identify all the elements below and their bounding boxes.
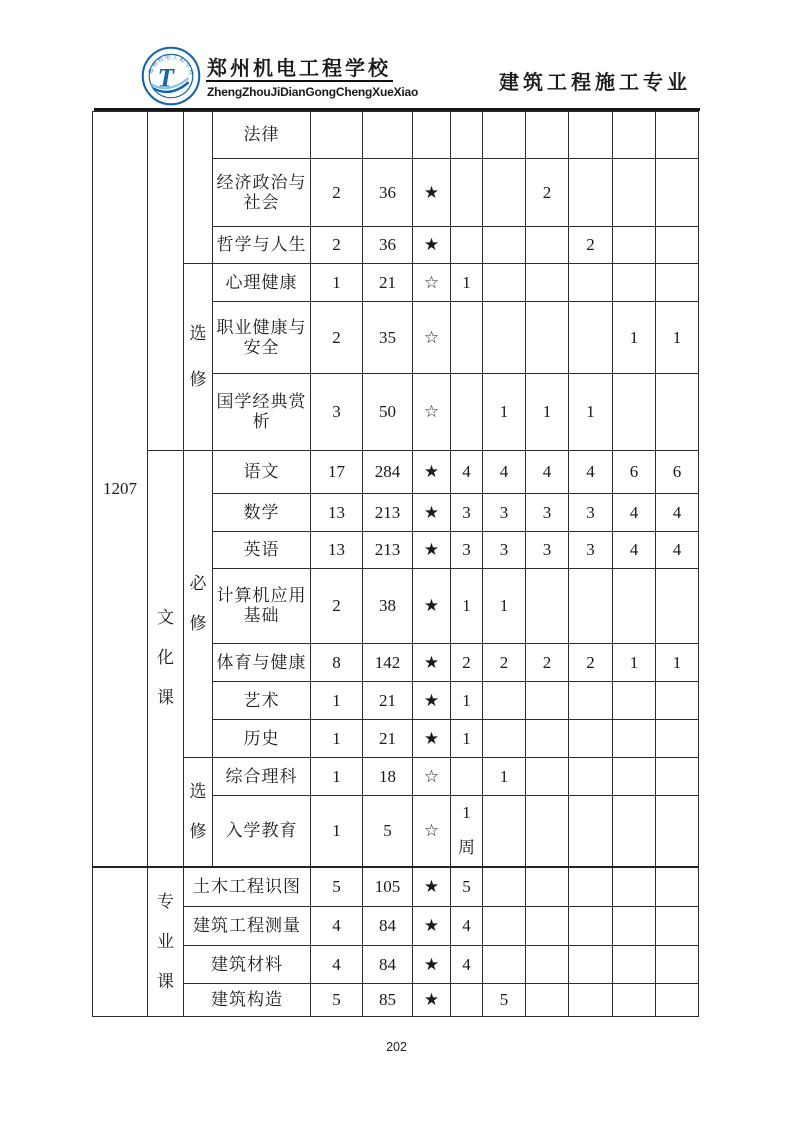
table-row xyxy=(93,758,699,796)
cell-sem1: 5 xyxy=(451,867,483,907)
cell-course-name: 建筑工程测量 xyxy=(184,907,311,946)
cell-sem5: 4 xyxy=(613,532,656,569)
cell-course-name: 数学 xyxy=(213,494,311,532)
cell-assessment: ★ xyxy=(413,532,451,569)
major-title: 建筑工程施工专业 xyxy=(499,72,691,94)
cell-hours: 18 xyxy=(363,758,413,796)
cell-credits: 13 xyxy=(311,532,363,569)
cell-sem5 xyxy=(613,112,656,159)
cell-sem5 xyxy=(613,720,656,758)
cell-sem1: 2 xyxy=(451,644,483,682)
cell-sem6 xyxy=(656,227,699,264)
cell-hours: 36 xyxy=(363,227,413,264)
cell-sem5 xyxy=(613,569,656,644)
cell-course-name: 国学经典赏析 xyxy=(213,374,311,451)
cell-course-name: 建筑构造 xyxy=(184,984,311,1017)
cell-sem1: 3 xyxy=(451,494,483,532)
cell-sem4: 2 xyxy=(569,227,613,264)
cell-sem1: 1 xyxy=(451,569,483,644)
cell-sem2 xyxy=(483,682,526,720)
cell-sem3: 3 xyxy=(526,494,569,532)
cell-sem3 xyxy=(526,907,569,946)
table-row xyxy=(93,907,699,946)
cell-assessment: ★ xyxy=(413,720,451,758)
cell-hours: 36 xyxy=(363,159,413,227)
cell-course-name: 历史 xyxy=(213,720,311,758)
cell-sem2: 1 xyxy=(483,374,526,451)
school-name-pinyin: ZhengZhouJiDianGongChengXueXiao xyxy=(207,85,419,99)
cell-course-name: 土木工程识图 xyxy=(184,867,311,907)
cell-assessment: ★ xyxy=(413,494,451,532)
cell-assessment: ★ xyxy=(413,644,451,682)
cell-hours: 213 xyxy=(363,494,413,532)
cell-sem2 xyxy=(483,907,526,946)
cell-sem4 xyxy=(569,796,613,867)
cell-sem5 xyxy=(613,227,656,264)
cell-sem1: 1 xyxy=(451,682,483,720)
cell-sem3: 3 xyxy=(526,532,569,569)
cell-credits: 17 xyxy=(311,451,363,494)
cell-assessment: ★ xyxy=(413,867,451,907)
cell-credits: 3 xyxy=(311,374,363,451)
cell-sem6 xyxy=(656,112,699,159)
cell-sem5 xyxy=(613,984,656,1017)
cell-sem3 xyxy=(526,984,569,1017)
cell-sem1 xyxy=(451,984,483,1017)
cell-hours: 84 xyxy=(363,907,413,946)
curriculum-table xyxy=(92,111,699,1017)
cell-sem2: 1 xyxy=(483,758,526,796)
cell-assessment: ☆ xyxy=(413,796,451,867)
school-logo-icon xyxy=(141,46,201,106)
cell-sem2: 3 xyxy=(483,532,526,569)
cell-sem6 xyxy=(656,264,699,302)
table-row xyxy=(93,984,699,1017)
cell-sem5 xyxy=(613,159,656,227)
cell-sem1 xyxy=(451,112,483,159)
cell-sem3 xyxy=(526,264,569,302)
cell-sem2: 5 xyxy=(483,984,526,1017)
cell-hours: 21 xyxy=(363,720,413,758)
cell-credits: 2 xyxy=(311,302,363,374)
cell-sem1 xyxy=(451,227,483,264)
cell-course-name: 英语 xyxy=(213,532,311,569)
cell-assessment: ★ xyxy=(413,451,451,494)
cell-sem2 xyxy=(483,159,526,227)
cell-credits xyxy=(311,112,363,159)
cell-sem6 xyxy=(656,984,699,1017)
cell-credits: 5 xyxy=(311,984,363,1017)
cell-hours: 213 xyxy=(363,532,413,569)
cell-sem4 xyxy=(569,984,613,1017)
cell-group-major xyxy=(148,867,184,1017)
subgroup-label: 必修 xyxy=(189,574,207,633)
cell-sem1: 4 xyxy=(451,907,483,946)
cell-subgroup-elective xyxy=(184,758,213,867)
cell-sem4 xyxy=(569,758,613,796)
cell-sem6 xyxy=(656,907,699,946)
cell-sem2: 1 xyxy=(483,569,526,644)
page-number: 202 xyxy=(386,1040,407,1054)
group-label: 文化课 xyxy=(157,608,174,708)
cell-group-blank xyxy=(148,112,184,451)
cell-sem1 xyxy=(451,302,483,374)
cell-sem3 xyxy=(526,569,569,644)
cell-credits: 1 xyxy=(311,796,363,867)
cell-assessment: ★ xyxy=(413,682,451,720)
cell-sem6 xyxy=(656,569,699,644)
cell-sem5: 6 xyxy=(613,451,656,494)
table-row xyxy=(93,867,699,907)
cell-sem1 xyxy=(451,159,483,227)
svg-text:郑州机电工程学校: 郑州机电工程学校 xyxy=(148,54,195,78)
cell-sem3: 4 xyxy=(526,451,569,494)
cell-sem5 xyxy=(613,682,656,720)
table-row xyxy=(93,451,699,494)
cell-sem4 xyxy=(569,264,613,302)
school-name-underline xyxy=(206,80,393,82)
cell-hours: 21 xyxy=(363,682,413,720)
cell-sem4 xyxy=(569,682,613,720)
cell-sem6 xyxy=(656,867,699,907)
cell-sem2 xyxy=(483,112,526,159)
cell-sem5: 4 xyxy=(613,494,656,532)
cell-sem2 xyxy=(483,796,526,867)
cell-hours: 21 xyxy=(363,264,413,302)
cell-credits: 4 xyxy=(311,946,363,984)
cell-sem4 xyxy=(569,159,613,227)
cell-sem4: 4 xyxy=(569,451,613,494)
cell-sem6: 4 xyxy=(656,532,699,569)
cell-hours: 38 xyxy=(363,569,413,644)
cell-credits: 5 xyxy=(311,867,363,907)
cell-sem6 xyxy=(656,946,699,984)
cell-sem5 xyxy=(613,946,656,984)
cell-credits: 2 xyxy=(311,569,363,644)
cell-assessment: ★ xyxy=(413,946,451,984)
cell-hours: 84 xyxy=(363,946,413,984)
cell-sem5 xyxy=(613,264,656,302)
cell-course-name: 心理健康 xyxy=(213,264,311,302)
table-row xyxy=(93,112,699,159)
cell-sem1 xyxy=(451,374,483,451)
cell-sem4 xyxy=(569,302,613,374)
cell-sem5 xyxy=(613,796,656,867)
cell-sem6 xyxy=(656,720,699,758)
cell-sem4: 3 xyxy=(569,494,613,532)
cell-sem3 xyxy=(526,796,569,867)
cell-sem4 xyxy=(569,569,613,644)
cell-credits: 2 xyxy=(311,227,363,264)
cell-class-code: 1207 xyxy=(93,112,148,867)
cell-hours: 142 xyxy=(363,644,413,682)
cell-course-name: 入学教育 xyxy=(213,796,311,867)
cell-sem2 xyxy=(483,946,526,984)
cell-course-name: 法律 xyxy=(213,112,311,159)
cell-assessment: ★ xyxy=(413,159,451,227)
table-row xyxy=(93,264,699,302)
table-row xyxy=(93,946,699,984)
cell-course-name: 艺术 xyxy=(213,682,311,720)
cell-subgroup-elective xyxy=(184,264,213,451)
cell-sem1: 1 xyxy=(451,720,483,758)
cell-credits: 2 xyxy=(311,159,363,227)
cell-sem6: 6 xyxy=(656,451,699,494)
cell-sem6: 1 xyxy=(656,644,699,682)
sem-week-count: 1 xyxy=(462,803,471,823)
cell-sem5: 1 xyxy=(613,302,656,374)
cell-group-culture xyxy=(148,451,184,867)
cell-credits: 1 xyxy=(311,682,363,720)
cell-credits: 4 xyxy=(311,907,363,946)
cell-sem3 xyxy=(526,227,569,264)
cell-course-name: 职业健康与安全 xyxy=(213,302,311,374)
cell-sem1 xyxy=(451,758,483,796)
sem-week-unit: 周 xyxy=(458,838,475,858)
cell-sem5 xyxy=(613,374,656,451)
cell-credits: 1 xyxy=(311,720,363,758)
cell-sem2 xyxy=(483,302,526,374)
cell-sem3 xyxy=(526,758,569,796)
cell-hours: 35 xyxy=(363,302,413,374)
cell-sem3 xyxy=(526,946,569,984)
cell-sem1: 4 xyxy=(451,946,483,984)
cell-sem3 xyxy=(526,720,569,758)
cell-course-name: 经济政治与社会 xyxy=(213,159,311,227)
cell-credits: 1 xyxy=(311,264,363,302)
cell-hours: 105 xyxy=(363,867,413,907)
cell-course-name: 计算机应用基础 xyxy=(213,569,311,644)
cell-credits: 13 xyxy=(311,494,363,532)
cell-sem2: 2 xyxy=(483,644,526,682)
cell-sem4 xyxy=(569,907,613,946)
cell-credits: 1 xyxy=(311,758,363,796)
cell-course-name: 哲学与人生 xyxy=(213,227,311,264)
cell-sem4: 3 xyxy=(569,532,613,569)
cell-course-name: 综合理科 xyxy=(213,758,311,796)
cell-sem2: 4 xyxy=(483,451,526,494)
cell-sem2 xyxy=(483,264,526,302)
cell-course-name: 体育与健康 xyxy=(213,644,311,682)
cell-sem6 xyxy=(656,796,699,867)
cell-subgroup-required xyxy=(184,451,213,758)
cell-sem6: 1 xyxy=(656,302,699,374)
cell-subgroup-blank xyxy=(184,112,213,264)
cell-sem3 xyxy=(526,682,569,720)
cell-assessment: ☆ xyxy=(413,758,451,796)
cell-assessment: ☆ xyxy=(413,302,451,374)
cell-assessment: ☆ xyxy=(413,264,451,302)
cell-sem2 xyxy=(483,867,526,907)
cell-sem3 xyxy=(526,867,569,907)
cell-sem6: 4 xyxy=(656,494,699,532)
cell-sem4 xyxy=(569,946,613,984)
cell-sem6 xyxy=(656,374,699,451)
cell-sem2 xyxy=(483,720,526,758)
subgroup-label: 选修 xyxy=(189,324,207,389)
cell-sem4 xyxy=(569,720,613,758)
cell-sem6 xyxy=(656,682,699,720)
group-label: 专业课 xyxy=(157,891,174,991)
cell-sem4 xyxy=(569,867,613,907)
cell-sem1: 3 xyxy=(451,532,483,569)
cell-sem3: 2 xyxy=(526,159,569,227)
cell-assessment xyxy=(413,112,451,159)
cell-hours xyxy=(363,112,413,159)
cell-hours: 284 xyxy=(363,451,413,494)
cell-class-code-blank xyxy=(93,867,148,1017)
cell-sem3: 1 xyxy=(526,374,569,451)
cell-credits: 8 xyxy=(311,644,363,682)
cell-sem6 xyxy=(656,159,699,227)
cell-course-name: 语文 xyxy=(213,451,311,494)
school-name-zh: 郑州机电工程学校 xyxy=(207,58,391,80)
cell-sem2: 3 xyxy=(483,494,526,532)
cell-assessment: ★ xyxy=(413,907,451,946)
cell-sem1: 1 xyxy=(451,264,483,302)
subgroup-label: 选修 xyxy=(189,781,207,841)
cell-course-name: 建筑材料 xyxy=(184,946,311,984)
cell-sem5 xyxy=(613,907,656,946)
cell-sem3 xyxy=(526,112,569,159)
cell-sem3 xyxy=(526,302,569,374)
cell-sem4: 2 xyxy=(569,644,613,682)
cell-sem4: 1 xyxy=(569,374,613,451)
cell-hours: 85 xyxy=(363,984,413,1017)
cell-sem5 xyxy=(613,867,656,907)
cell-sem4 xyxy=(569,112,613,159)
cell-sem2 xyxy=(483,227,526,264)
cell-sem6 xyxy=(656,758,699,796)
cell-assessment: ★ xyxy=(413,569,451,644)
cell-assessment: ★ xyxy=(413,227,451,264)
cell-sem5: 1 xyxy=(613,644,656,682)
cell-sem3: 2 xyxy=(526,644,569,682)
cell-assessment: ★ xyxy=(413,984,451,1017)
svg-text:T: T xyxy=(157,62,174,93)
cell-assessment: ☆ xyxy=(413,374,451,451)
cell-hours: 5 xyxy=(363,796,413,867)
cell-sem5 xyxy=(613,758,656,796)
cell-sem1: 4 xyxy=(451,451,483,494)
cell-sem1 xyxy=(451,796,483,867)
cell-hours: 50 xyxy=(363,374,413,451)
